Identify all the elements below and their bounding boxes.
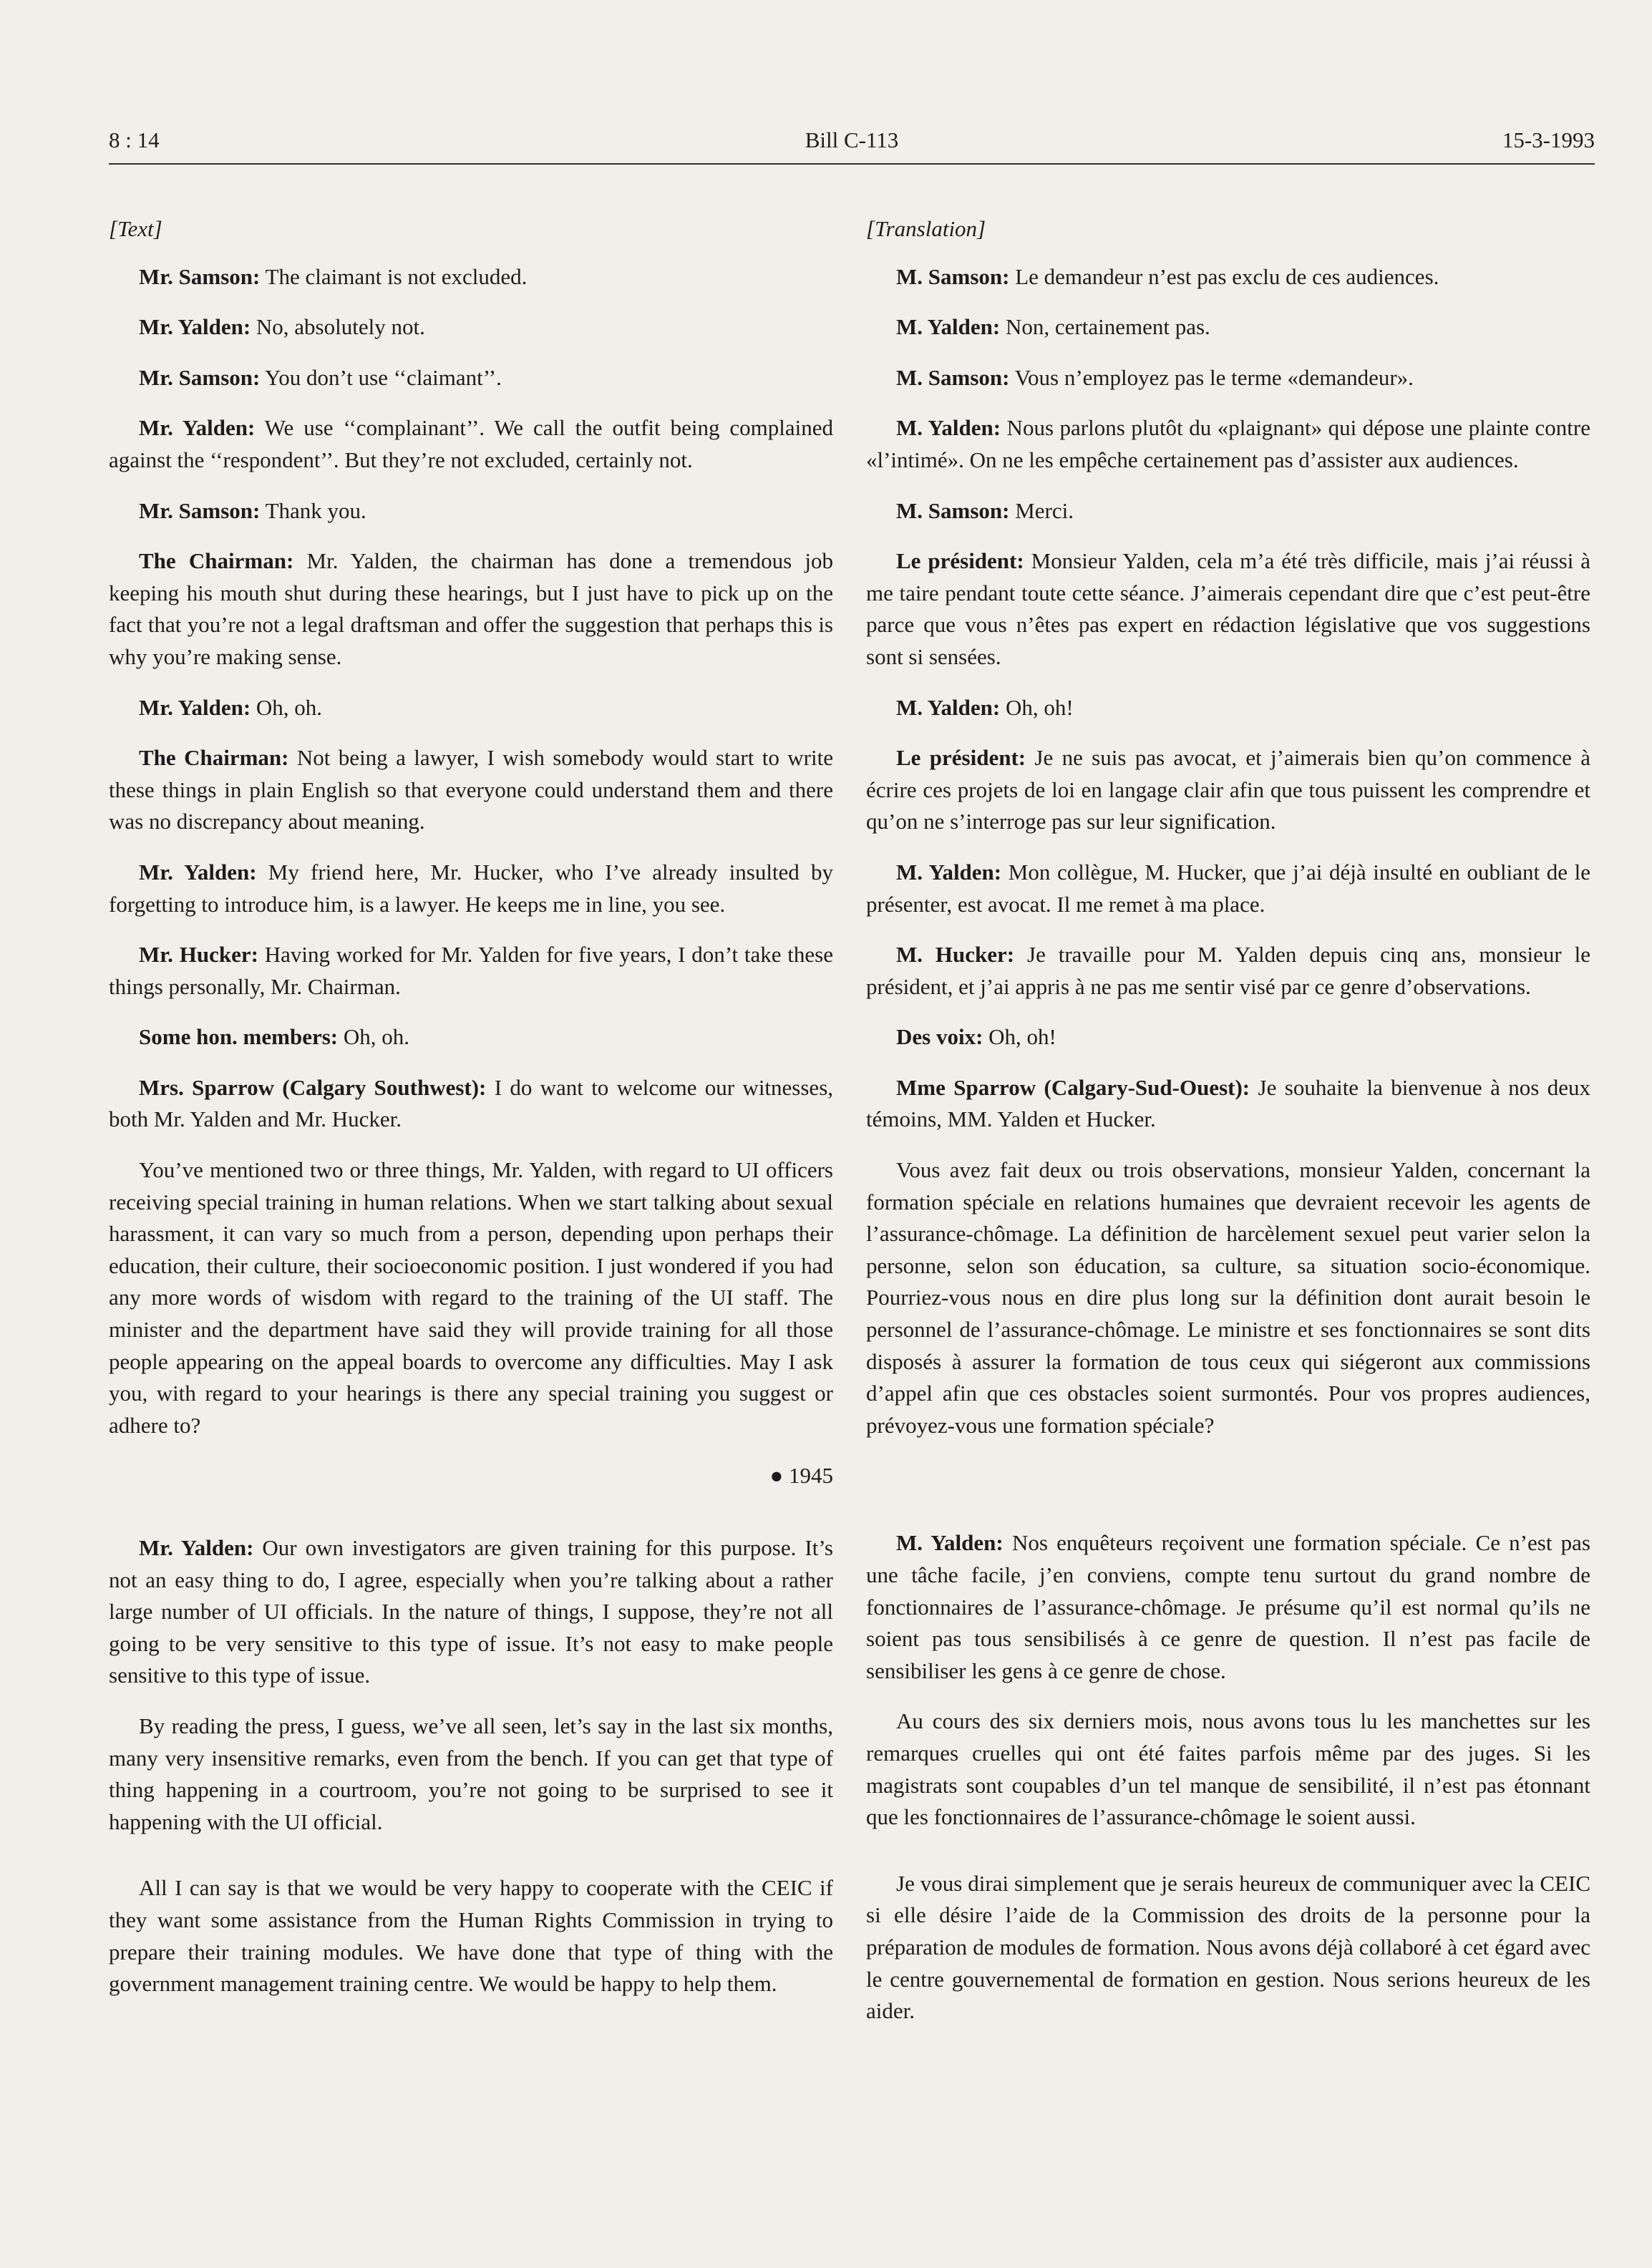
- speech: Oh, oh!: [1000, 694, 1074, 720]
- speaker: M. Yalden:: [896, 859, 1002, 885]
- speaker: M. Hucker:: [896, 942, 1015, 968]
- paragraph: [109, 742, 833, 838]
- paragraph: [109, 1710, 833, 1838]
- speaker: M. Samson:: [896, 364, 1010, 390]
- speech: Je ne suis pas avocat, et j’aimerais bien qu’on commence à écrire ces projets de loi en langage clair afin que tous puissent les comprendre et qu’on ne s’interroge pas sur leur signification.: [866, 745, 1590, 834]
- paragraph: [866, 545, 1590, 673]
- page-header: [109, 123, 1595, 163]
- speech: Our own investigators are given training for this purpose. It’s not an easy thing to do, I agree, especially when you’re talking about a rather large number of UI officials. In the nature of things, I suppose, they’re not all going to be very sensitive to this type of issue. It’s not easy to make people sensitive to this type of issue.: [109, 1535, 833, 1688]
- speech: Vous n’employez pas le terme «demandeur».: [1009, 364, 1414, 390]
- speech: We use ‘‘complainant’’. We call the outfit being complained against the ‘‘respondent’’. But they’re not excluded, certainly not.: [109, 415, 833, 472]
- speaker: M. Samson:: [896, 263, 1010, 289]
- speech: Je souhaite la bienvenue à nos deux témoins, MM. Yalden et Hucker.: [866, 1074, 1590, 1132]
- speech: Je travaille pour M. Yalden depuis cinq ans, monsieur le président, et j’ai appris à ne pas me sentir visé par ce genre d’observations.: [866, 942, 1590, 999]
- paragraph: [866, 1021, 1590, 1053]
- french-column: [866, 213, 1590, 2046]
- speech: Vous avez fait deux ou trois observations, monsieur Yalden, concernant la formation spéciale en relations humaines que devraient recevoir les agents de l’assurance-chômage. La définition de harcèlement sexuel peut varier selon la personne, selon son éducation, sa culture, sa situation socio-économique. Pourriez-vous nous en dire plus long sur la définition dont aurait besoin le personnel de l’assurance-chômage. Le ministre et ses fonctionnaires se sont dits disposés à assurer la formation de tous ceux qui siégeront aux commissions d’appel afin que ces obstacles soient surmontés. Pour vos propres audiences, prévoyez-vous une formation spéciale?: [866, 1157, 1590, 1438]
- speaker: Le président:: [896, 548, 1024, 574]
- speaker: Mr. Yalden:: [139, 1535, 254, 1560]
- speaker: Mr. Samson:: [139, 497, 261, 523]
- paragraph: [866, 742, 1590, 838]
- speaker: Mr. Yalden:: [139, 694, 251, 720]
- speaker: Mr. Yalden:: [139, 415, 256, 441]
- speaker: M. Yalden:: [896, 415, 1001, 441]
- paragraph: [109, 692, 833, 724]
- paragraph: [866, 692, 1590, 724]
- paragraph: [866, 939, 1590, 1003]
- paragraph: [109, 311, 833, 344]
- speech: Mon collègue, M. Hucker, que j’ai déjà insulté en oubliant de le présenter, est avocat. Il me remet à ma place.: [866, 859, 1590, 917]
- paragraph: [109, 1532, 833, 1692]
- paragraph: [866, 857, 1590, 920]
- paragraph: [109, 1072, 833, 1136]
- speaker: M. Yalden:: [896, 314, 1001, 340]
- column-label: [Text]: [109, 216, 162, 241]
- paragraph: [866, 1527, 1590, 1687]
- speech: Oh, oh.: [338, 1024, 409, 1050]
- speech: I do want to welcome our witnesses, both Mr. Yalden and Mr. Hucker.: [109, 1074, 834, 1132]
- speech: All I can say is that we would be very happy to cooperate with the CEIC if they want some assistance from the Human Rights Commission in trying to prepare their training modules. We have done that type of thing with the government management training centre. We would be happy to help them.: [109, 1875, 833, 1997]
- paragraph: [109, 1872, 833, 2000]
- speech: Non, certainement pas.: [1000, 314, 1210, 340]
- paragraph: [866, 1154, 1590, 1441]
- paragraph: [109, 1021, 833, 1053]
- speech: Mr. Yalden, the chairman has done a tremendous job keeping his mouth shut during these hearings, but I just have to pick up on the fact that you’re not a legal draftsman and offer the suggestion that perhaps this is why you’re making sense.: [109, 548, 833, 669]
- speaker: Des voix:: [896, 1024, 983, 1050]
- speaker: The Chairman:: [139, 548, 294, 574]
- paragraph: [109, 857, 833, 920]
- speaker: Mrs. Sparrow (Calgary Southwest):: [139, 1074, 487, 1100]
- speech: Nos enquêteurs reçoivent une formation spéciale. Ce n’est pas une tâche facile, j’en conviens, compte tenu surtout du grand nombre de fonctionnaires de l’assurance-chômage. Je présume qu’il est normal qu’ils ne soient pas tous sensibilisés à ce genre de question. Il n’est pas facile de sensibiliser les gens à ce genre de chose.: [866, 1530, 1590, 1683]
- speech: You don’t use ‘‘claimant’’.: [260, 364, 502, 390]
- speech: Oh, oh!: [983, 1024, 1056, 1050]
- bill-title: Bill C-113: [805, 127, 899, 152]
- header-rule: [109, 163, 1595, 165]
- speaker: The Chairman:: [139, 745, 289, 771]
- english-column: [109, 213, 833, 2019]
- paragraph: [866, 362, 1590, 394]
- speaker: M. Yalden:: [896, 694, 1001, 720]
- paragraph: [109, 1154, 833, 1441]
- paragraph: [109, 362, 833, 394]
- column-label: [Translation]: [866, 216, 986, 241]
- paragraph: [866, 1705, 1590, 1833]
- speech: My friend here, Mr. Hucker, who I’ve already insulted by forgetting to introduce him, is a lawyer. He keeps me in line, you see.: [109, 859, 833, 917]
- speech: Au cours des six derniers mois, nous avons tous lu les manchettes sur les remarques cruelles qui ont été faites parfois même par des juges. Si les magistrats sont coupables d’un tel manque de sensibilité, il n’est pas étonnant que les fonctionnaires de l’assurance-chômage le soient aussi.: [866, 1708, 1590, 1830]
- paragraph: [866, 495, 1590, 527]
- paragraph: [866, 1072, 1590, 1136]
- time-marker: ● 1945: [769, 1463, 833, 1489]
- paragraph: [109, 939, 833, 1003]
- header-date: 15-3-1993: [1502, 127, 1595, 152]
- speaker: M. Samson:: [896, 497, 1010, 523]
- paragraph: [866, 261, 1590, 293]
- speech: Not being a lawyer, I wish somebody would start to write these things in plain English so that everyone could understand them and there was no discrepancy about meaning.: [109, 745, 833, 834]
- speech: Nous parlons plutôt du «plaignant» qui dépose une plainte contre «l’intimé». On ne les empêche certainement pas d’assister aux audiences.: [866, 415, 1591, 472]
- paragraph: [109, 545, 833, 673]
- paragraph: [109, 412, 833, 476]
- speech: Monsieur Yalden, cela m’a été très difficile, mais j’ai réussi à me taire pendant toute cette séance. J’aimerais cependant dire que c’est peut-être parce que vous n’êtes pas expert en rédaction législative que vos suggestions sont si sensées.: [866, 548, 1591, 669]
- speaker: Le président:: [896, 745, 1026, 771]
- speaker: Mr. Hucker:: [139, 942, 258, 968]
- speech: Je vous dirai simplement que je serais heureux de communiquer avec la CEIC si elle désire l’aide de la Commission des droits de la personne pour la préparation de modules de formation. Nous avons déjà collaboré à cet égard avec le centre gouvernemental de formation en gestion. Nous serions heureux de les aider.: [866, 1870, 1590, 2024]
- paragraph: [866, 412, 1590, 476]
- speaker: M. Yalden:: [896, 1530, 1004, 1556]
- speech: No, absolutely not.: [251, 314, 425, 340]
- speech: Thank you.: [260, 497, 366, 523]
- page-number: 8 : 14: [109, 127, 160, 152]
- paragraph: [109, 261, 833, 293]
- speech: The claimant is not excluded.: [260, 263, 528, 289]
- speaker: Mme Sparrow (Calgary-Sud-Ouest):: [896, 1074, 1250, 1100]
- speech: Le demandeur n’est pas exclu de ces audiences.: [1009, 263, 1439, 289]
- speech: You’ve mentioned two or three things, Mr. Yalden, with regard to UI officers receiving special training in human relations. When we start talking about sexual harassment, it can vary so much from a person, depending upon perhaps their education, their culture, their socioeconomic position. I just wondered if you had any more words of wisdom with regard to the training of the UI staff. The minister and the department have said they will provide training for all those people appearing on the appeal boards to overcome any difficulties. May I ask you, with regard to your hearings is there any special training you suggest or adhere to?: [109, 1157, 833, 1438]
- speaker: Some hon. members:: [139, 1024, 339, 1050]
- paragraph: [109, 495, 833, 527]
- speech: By reading the press, I guess, we’ve all seen, let’s say in the last six months, many very insensitive remarks, even from the bench. If you can get that type of thing happening in a courtroom, you’re not going to be surprised to see it happening with the UI official.: [109, 1713, 833, 1834]
- speech: Merci.: [1009, 497, 1074, 523]
- paragraph: [866, 1868, 1590, 2028]
- speech: Having worked for Mr. Yalden for five years, I don’t take these things personally, Mr. Chairman.: [109, 942, 834, 999]
- speaker: Mr. Samson:: [139, 263, 261, 289]
- speech: Oh, oh.: [251, 694, 323, 720]
- paragraph: [866, 311, 1590, 344]
- speaker: Mr. Yalden:: [139, 314, 251, 340]
- speaker: Mr. Samson:: [139, 364, 261, 390]
- speaker: Mr. Yalden:: [139, 859, 257, 885]
